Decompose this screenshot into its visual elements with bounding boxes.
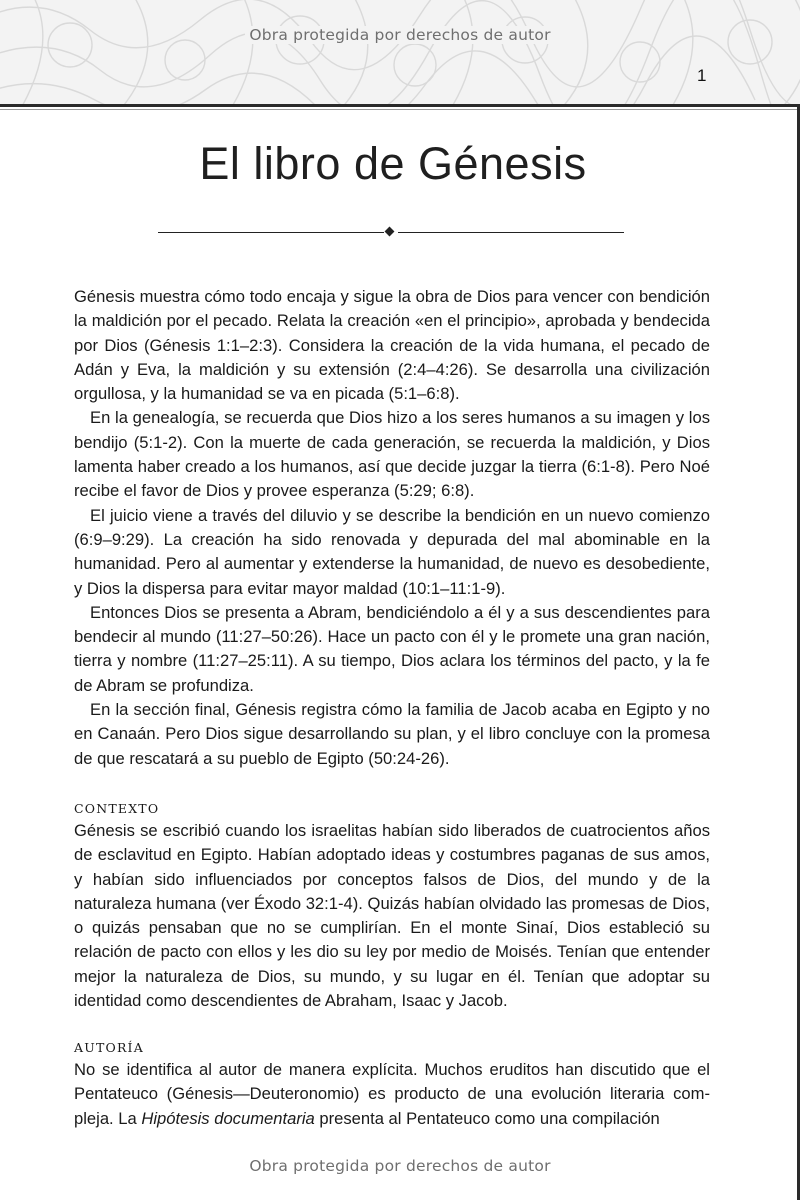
section-heading-contexto: CONTEXTO xyxy=(74,801,160,816)
watermark-bottom: Obra protegida por derechos de autor xyxy=(0,1157,800,1175)
section-contexto-text xyxy=(74,819,710,1013)
paragraph: No se identifica al autor de manera explícita. Muchos eruditos han discutido que el Pentateuco (Génesis—Deuteronomio) es producto de una evolución literaria compleja. La Hipótesis documentaria presenta al Pentateuco como una compilación xyxy=(74,1060,710,1128)
header-divider-thin xyxy=(0,109,800,110)
page-number: 1 xyxy=(697,66,707,85)
header-divider xyxy=(0,104,800,107)
paragraph: Génesis muestra cómo todo encaja y sigue la obra de Dios para vencer con bendición la maldición por el pecado. Relata la creación «en el principio», aprobada y bendecida por Dios (Génesis 1:1–2:3). Considera la creación de la vida humana, el pecado de Adán y Eva, la maldición y su extensión (2:4–4:26). Se desarrolla una civilización orgullosa, y la humanidad se va en picada (5:1–6:8). xyxy=(74,287,710,404)
paragraph: En la genealogía, se recuerda que Dios hizo a los seres humanos a su imagen y los bendijo (5:1-2). Con la muerte de cada generación, se recuerda la maldición, y Dios lamenta haber creado a los humanos, así que decide juzgar la tierra (6:1-8). Pero Noé recibe el favor de Dios y provee esperanza (5:29; 6:8). xyxy=(74,408,710,501)
diamond-icon xyxy=(385,227,395,237)
decorative-pattern xyxy=(0,0,800,105)
intro-text xyxy=(74,285,710,771)
chapter-title: El libro de Génesis xyxy=(199,138,587,189)
header-pattern-band xyxy=(0,0,800,105)
section-autoria-text xyxy=(74,1058,710,1131)
italic-term: Hipótesis documentaria xyxy=(141,1108,315,1128)
paragraph: Entonces Dios se presenta a Abram, bendiciéndolo a él y a sus descendientes para bendecir al mundo (11:27–50:26). Hace un pacto con él y le promete una gran nación, tierra y nombre (11:27–25:11). A su tiempo, Dios aclara los términos del pacto, y la fe de Abram se profundiza. xyxy=(74,602,710,695)
paragraph: El juicio viene a través del diluvio y se describe la bendición en un nuevo comienzo (6:9–9:29). La creación ha sido renovada y depurada del mal abominable en la humanidad. Pero al aumentar y extenderse la humanidad, de nuevo es desobediente, y Dios la dispersa para evitar mayor maldad (10:1–11:1-9). xyxy=(74,505,710,598)
paragraph: Génesis se escribió cuando los israelitas habían sido liberados de cuatrocientos años de esclavitud en Egipto. Habían adoptado ideas y costumbres paganas de sus amos, y habían sido influenciados por conceptos falsos de Dios, del mundo y de la naturaleza humana (ver Éxodo 32:1-4). Quizás habían olvidado las promesas de Dios, o quizás pensaban que no se cumplirían. En el monte Sinaí, Dios estableció su relación de pacto con ellos y les dio su ley por medio de Moisés. Tenían que entender mejor la naturaleza de Dios, su mundo, y su lugar en él. Tenían que adoptar su identidad como descendientes de Abraham, Isaac y Jacob. xyxy=(74,821,710,1011)
section-heading-autoria: AUTORÍA xyxy=(74,1040,144,1055)
title-ornament xyxy=(158,226,624,240)
watermark-top: Obra protegida por derechos de autor xyxy=(0,26,800,44)
paragraph: En la sección final, Génesis registra cómo la familia de Jacob acaba en Egipto y no en Canaán. Pero Dios sigue desarrollando su plan, y el libro concluye con la promesa de que rescatará a su pueblo de Egipto (50:24-26). xyxy=(74,700,710,768)
